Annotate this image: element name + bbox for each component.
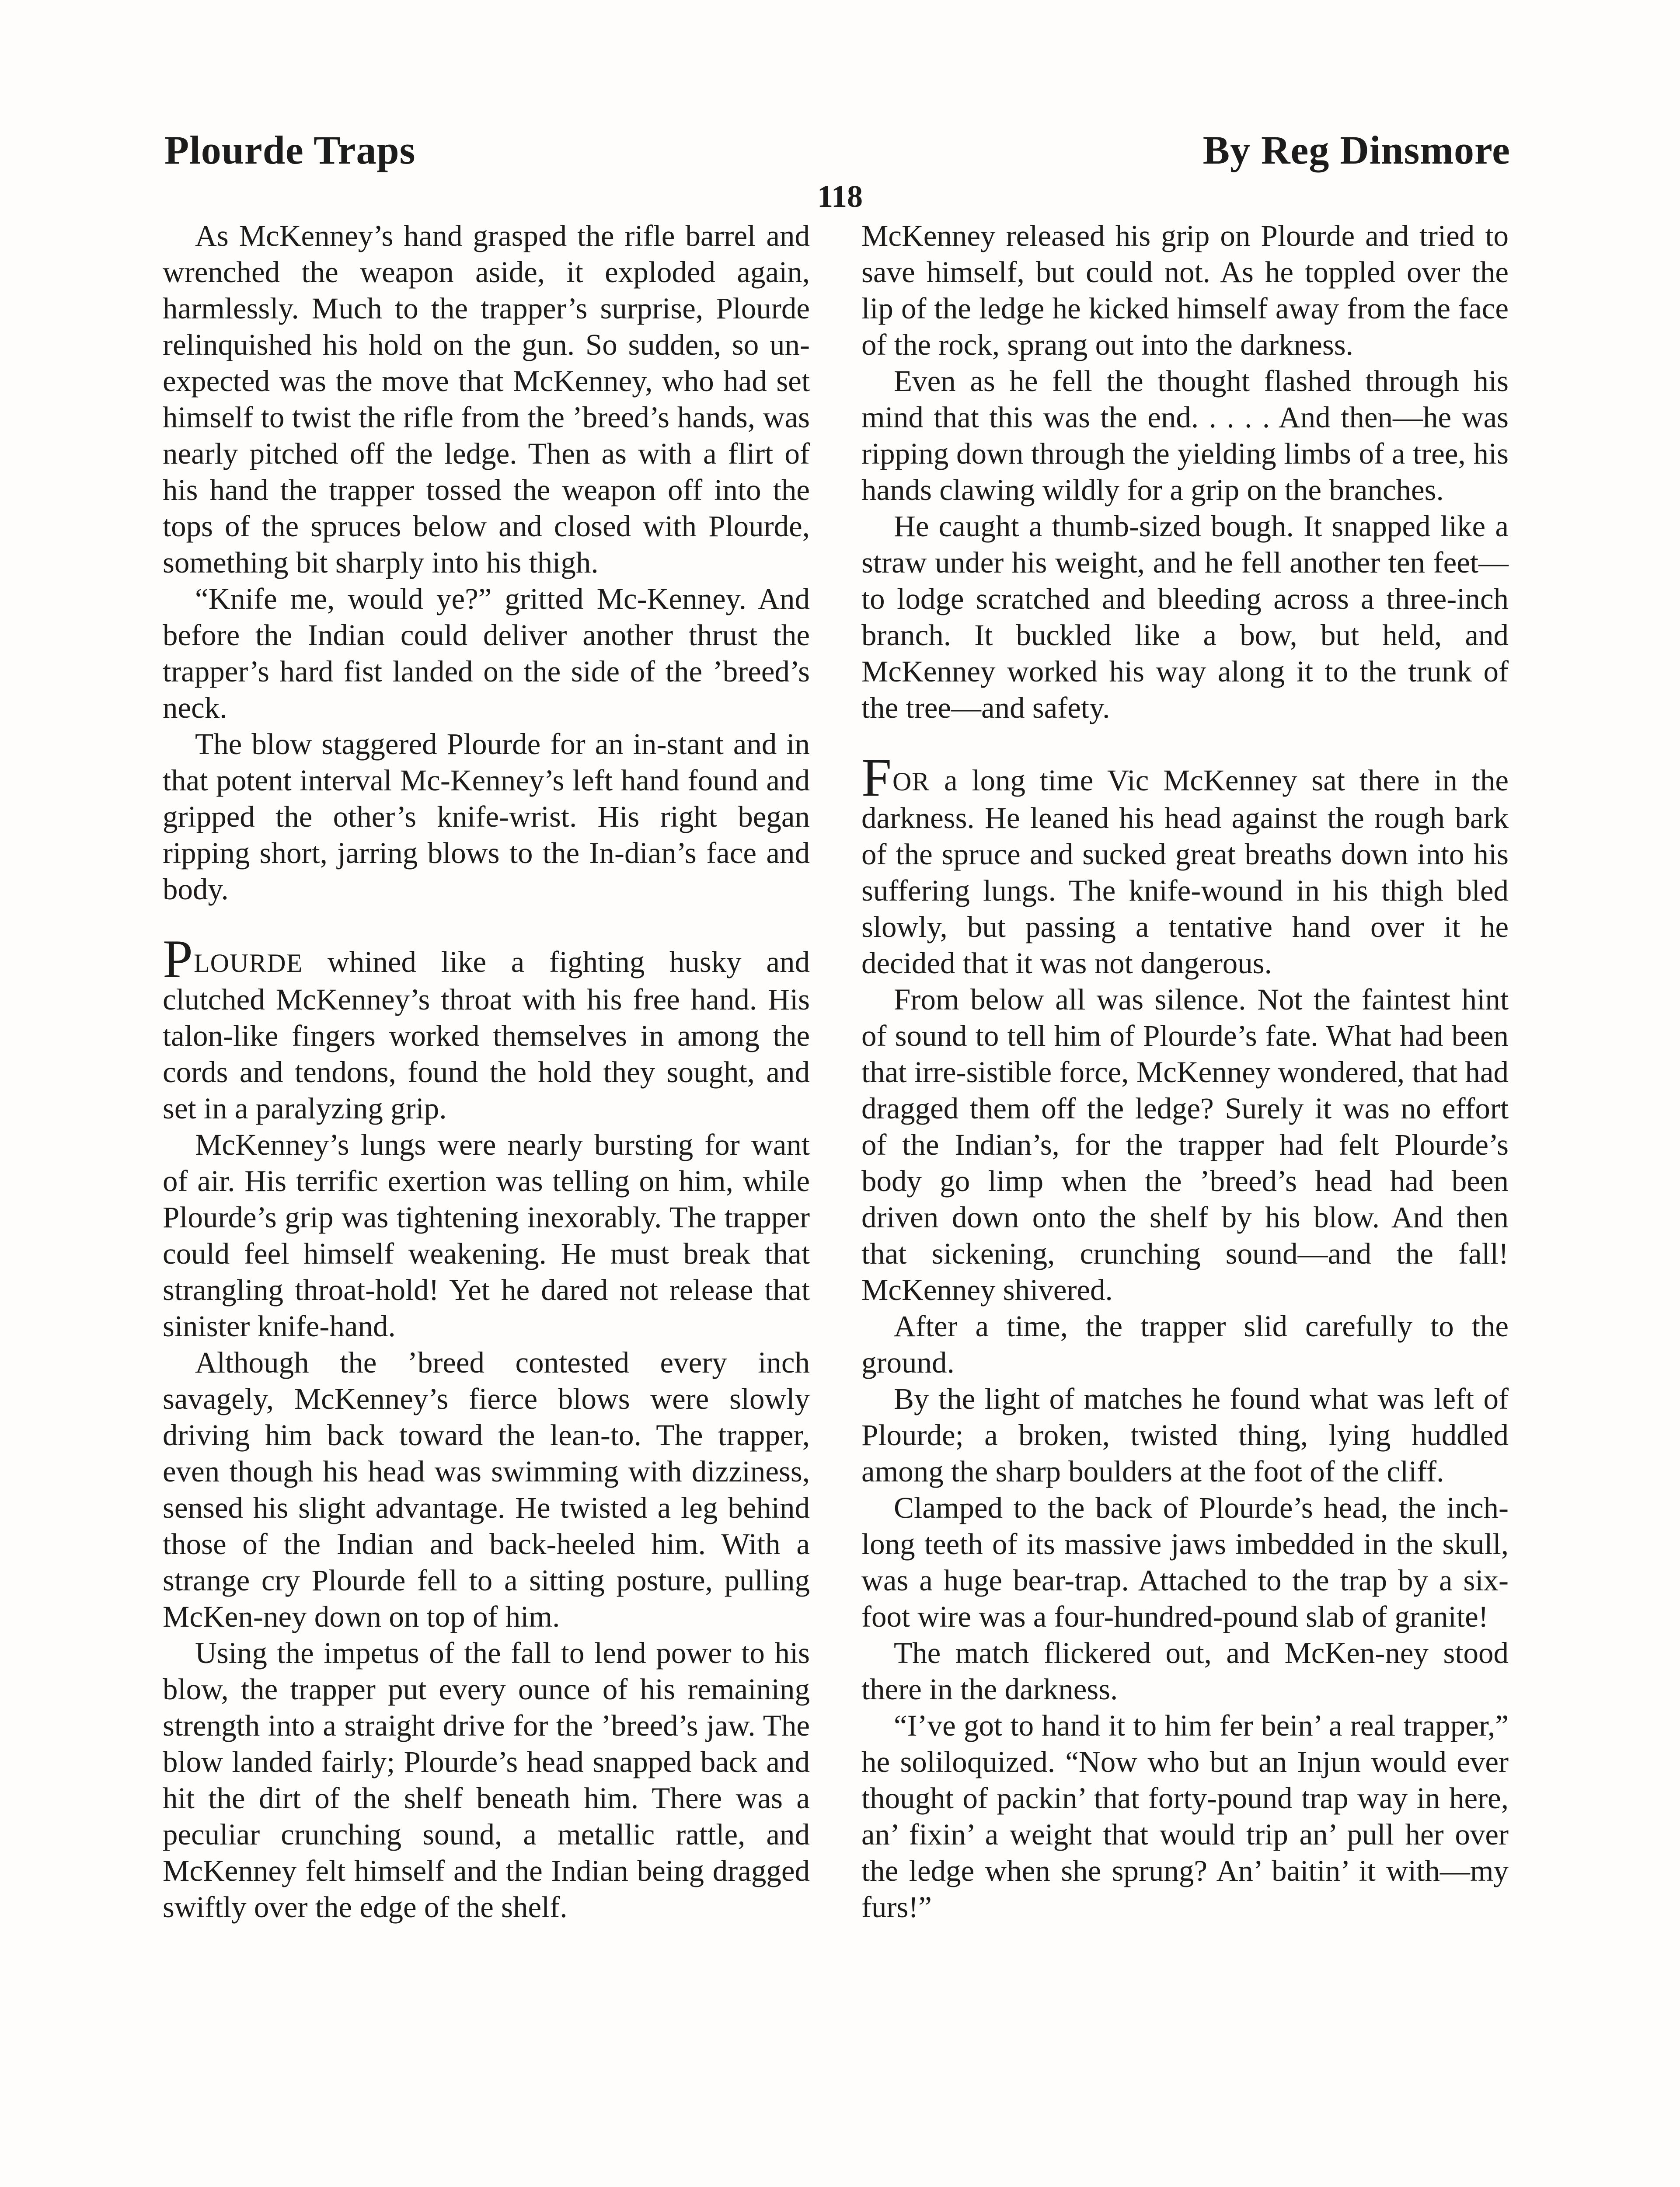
drop-cap: F [861,748,892,807]
small-caps-lead: LOURDE [193,949,303,978]
paragraph-text: a long time Vic McKenney sat there in the darkness. He leaned his head against the rough bark of the spruce and sucked great breaths down into his suffering lungs. The knife-wound in his thigh bled slowly, but passing a tentative hand over it he decided that it was not dangerous. [861,764,1509,980]
left-column [163,218,810,1925]
paragraph: Using the impetus of the fall to lend power to his blow, the trapper put every ounce of his remaining strength into a straight drive for the ’breed’s jaw. The blow landed fairly; Plourde’s head snapped back and hit the dirt of the shelf beneath him. There was a peculiar crunching sound, a metallic rattle, and McKenney felt himself and the Indian being dragged swiftly over the edge of the shelf. [163,1636,810,1924]
paragraph: The blow staggered Plourde for an in-stant and in that potent interval Mc-Kenney’s left hand found and gripped the other’s knife-wrist. His right began ripping short, jarring blows to the In-dian’s face and body. [163,727,810,906]
page-number: 118 [817,179,863,214]
paragraph: Clamped to the back of Plourde’s head, the inch-long teeth of its massive jaws imbedded in the skull, was a huge bear-trap. Attached to the trap by a six-foot wire was a four-hundred-pound slab of granite! [861,1491,1509,1633]
paragraph: As McKenney’s hand grasped the rifle barrel and wrenched the weapon aside, it exploded again, harmlessly. Much to the trapper’s surprise, Plourde relinquished his hold on the gun. So sudden, so un-expected was the move that McKenney, who had set himself to twist the rifle from the ’breed’s hands, was nearly pitched off the ledge. Then as with a flirt of his hand the trapper tossed the weapon off into the tops of the spruces below and closed with Plourde, something bit sharply into his thigh. [163,219,810,579]
drop-cap: P [163,929,194,989]
paragraph: By the light of matches he found what was left of Plourde; a broken, twisted thing, lying huddled among the sharp boulders at the foot of the cliff. [861,1382,1509,1488]
small-caps-lead: OR [892,767,930,796]
paragraph: Although the ’breed contested every inch savagely, McKenney’s fierce blows were slowly driving him back toward the lean-to. The trapper, even though his head was swimming with dizziness, sensed his slight advantage. He twisted a leg behind those of the Indian and back-heeled him. With a strange cry Plourde fell to a sitting posture, pulling McKen-ney down on top of him. [163,1346,810,1633]
paragraph: McKenney’s lungs were nearly bursting for want of air. His terrific exertion was telling on him, while Plourde’s grip was tightening inexorably. The trapper could feel himself weakening. He must break that strangling throat-hold! Yet he dared not release that sinister knife-hand. [163,1128,810,1343]
paragraph: He caught a thumb-sized bough. It snapped like a straw under his weight, and he fell another ten feet—to lodge scratched and bleeding across a three-inch branch. It buckled like a bow, but held, and McKenney worked his way along it to the trunk of the tree—and safety. [861,510,1509,724]
paragraph: “Knife me, would ye?” gritted Mc-Kenney. And before the Indian could deliver another thrust the trapper’s hard fist landed on the side of the ’breed’s neck. [163,582,810,724]
paragraph: Even as he fell the thought flashed through his mind that this was the end. . . . . And then—he was ripping down through the yielding limbs of a tree, his hands clawing wildly for a grip on the branches. [861,364,1509,507]
paragraph: After a time, the trapper slid carefully to the ground. [861,1310,1509,1379]
paragraph: “I’ve got to hand it to him fer bein’ a real trapper,” he soliloquized. “Now who but an Injun would ever thought of packin’ that forty-pound trap way in here, an’ fixin’ a weight that would trip an’ pull her over the ledge when she sprung? An’ baitin’ it with—my furs!” [861,1709,1509,1924]
section-paragraph [861,748,1509,982]
story-title: Plourde Traps [164,128,416,172]
paragraph-text: whined like a fighting husky and clutched McKenney’s throat with his free hand. His talon-like fingers worked themselves in among the cords and tendons, found the hold they sought, and set in a paralyzing grip. [163,945,810,1125]
author-byline: By Reg Dinsmore [1202,128,1510,172]
paragraph: McKenney released his grip on Plourde and tried to save himself, but could not. As he toppled over the lip of the ledge he kicked himself away from the face of the rock, sprang out into the darkness. [861,219,1509,361]
right-column [861,218,1509,1925]
section-paragraph [163,929,810,1127]
paragraph: From below all was silence. Not the faintest hint of sound to tell him of Plourde’s fate. What had been that irre-sistible force, McKenney wondered, that had dragged them off the ledge? Surely it was no effort of the Indian’s, for the trapper had felt Plourde’s body go limp when the ’breed’s head had been driven down onto the shelf by his blow. And then that sickening, crunching sound—and the fall! McKenney shivered. [861,983,1509,1307]
paragraph: The match flickered out, and McKen-ney stood there in the darkness. [861,1636,1509,1706]
